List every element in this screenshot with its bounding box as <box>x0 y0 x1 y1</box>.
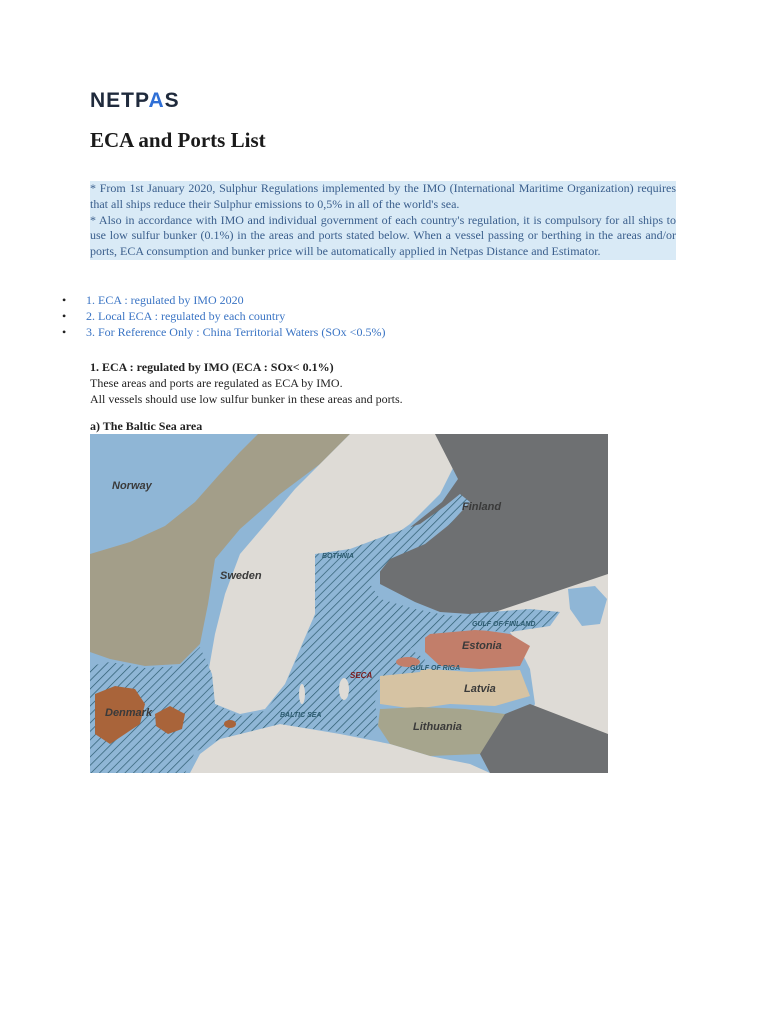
bullet-icon: • <box>62 309 67 323</box>
map-label-sweden: Sweden <box>220 570 262 582</box>
bullet-icon: • <box>62 325 67 339</box>
toc-item[interactable] <box>62 324 385 340</box>
map-label-estonia: Estonia <box>462 640 502 652</box>
map-label-bothnia: BOTHNIA <box>322 553 354 560</box>
section-text-line: All vessels should use low sulfur bunker in these areas and ports. <box>90 392 403 406</box>
map-label-gulf-finland: GULF OF FINLAND <box>472 621 536 628</box>
bullet-icon: • <box>62 293 67 307</box>
map-label-norway: Norway <box>112 480 152 492</box>
table-of-contents <box>62 292 385 340</box>
map-label-riga: GULF OF RIGA <box>410 665 461 672</box>
toc-item[interactable] <box>62 292 385 308</box>
map-oland <box>299 684 305 704</box>
map-label-seca: SECA <box>350 671 373 680</box>
section-heading: 1. ECA : regulated by IMO (ECA : SOx< 0.1%) <box>90 360 334 374</box>
map-label-baltic: BALTIC SEA <box>280 712 322 719</box>
toc-link-eca[interactable]: 1. ECA : regulated by IMO 2020 <box>86 293 244 307</box>
toc-link-local-eca[interactable]: 2. Local ECA : regulated by each country <box>86 309 286 323</box>
map-gotland <box>339 678 349 700</box>
map-label-latvia: Latvia <box>464 683 496 695</box>
subsection-heading: a) The Baltic Sea area <box>90 419 203 433</box>
map-bornholm <box>224 720 236 728</box>
sulphur-regulation-notice <box>90 181 676 260</box>
map-label-denmark: Denmark <box>105 707 153 719</box>
section-eca-imo <box>90 359 403 407</box>
toc-item[interactable] <box>62 308 385 324</box>
netpas-logo: NETPAS <box>90 89 180 112</box>
map-label-finland: Finland <box>462 501 502 513</box>
notice-line-2: * Also in accordance with IMO and individual government of each country's regulation, it is compulsory for all ships to use low sulfur bunker (0.1%) in the areas and ports stated below. When a vessel passing or berthing in the areas and/or ports, ECA consumption and bunker price will be automatically applied in Netpas Distance and Estimator. <box>90 212 676 259</box>
section-text-line: These areas and ports are regulated as ECA by IMO. <box>90 376 343 390</box>
baltic-sea-map <box>90 434 608 773</box>
page-title: ECA and Ports List <box>90 128 266 152</box>
map-label-lithuania: Lithuania <box>413 721 462 733</box>
toc-link-china[interactable]: 3. For Reference Only : China Territorial Waters (SOx <0.5%) <box>86 325 386 339</box>
notice-line-1: * From 1st January 2020, Sulphur Regulations implemented by the IMO (International Maritime Organization) requires that all ships reduce their Sulphur emissions to 0,5% in all of the world's sea. <box>90 181 676 211</box>
